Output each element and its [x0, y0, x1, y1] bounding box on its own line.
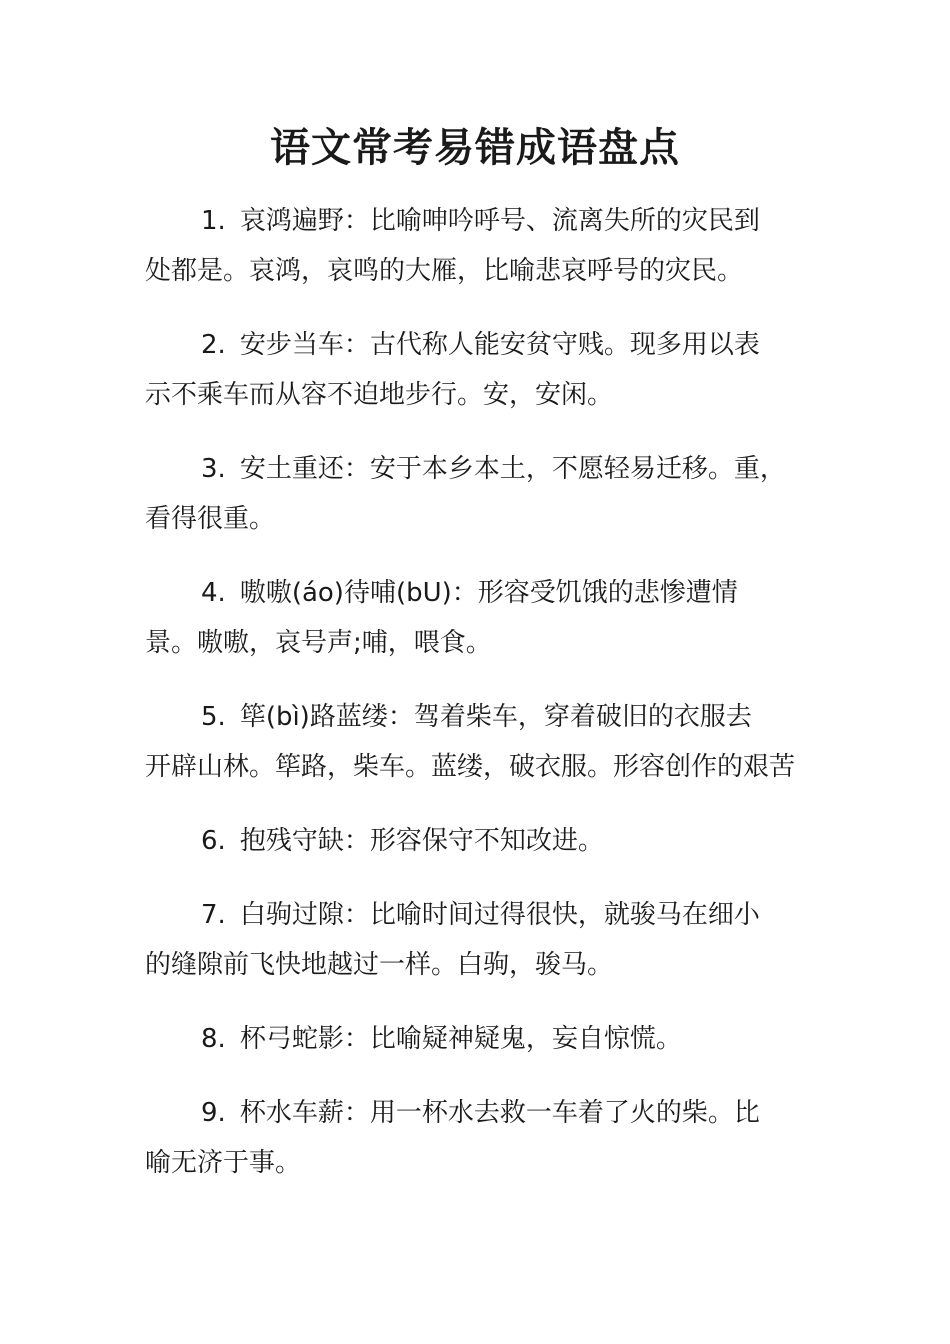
- idiom-entry-9: [145, 1088, 809, 1188]
- entry-line: [145, 890, 809, 940]
- entry-number: 2.: [201, 330, 226, 360]
- entry-number: 3.: [201, 454, 226, 484]
- entry-text: 安步当车：古代称人能安贫守贱。现多用以表: [239, 330, 760, 360]
- entry-line: 处都是。哀鸿，哀鸣的大雁，比喻悲哀呼号的灾民。: [145, 256, 744, 286]
- entry-number: 6.: [201, 826, 226, 856]
- idiom-entry-4: [145, 568, 809, 668]
- entry-text: 杯水车薪：用一杯水去救一车着了火的柴。比: [239, 1098, 760, 1128]
- entry-line: 开辟山林。筚路，柴车。蓝缕，破衣服。形容创作的艰苦: [145, 752, 796, 782]
- entry-number: 9.: [201, 1098, 226, 1128]
- entry-number: 4.: [201, 578, 226, 608]
- entry-text: 杯弓蛇影：比喻疑神疑鬼，妄自惊慌。: [239, 1024, 682, 1054]
- entry-text: 哀鸿遍野：比喻呻吟呼号、流离失所的灾民到: [239, 206, 760, 236]
- entry-line: 喻无济于事。: [145, 1148, 302, 1178]
- idiom-entry-2: [145, 320, 809, 420]
- entry-line: [145, 196, 809, 246]
- entry-text: 嗷嗷(áo)待哺(bU)：形容受饥饿的悲惨遭情: [239, 578, 738, 608]
- entry-text: 安土重还：安于本乡本土，不愿轻易迁移。重，: [239, 454, 786, 484]
- entry-number: 8.: [201, 1024, 226, 1054]
- entry-number: 1.: [201, 206, 226, 236]
- idiom-list: [145, 196, 809, 1212]
- entry-text: 白驹过隙：比喻时间过得很快，就骏马在细小: [239, 900, 760, 930]
- entry-number: 7.: [201, 900, 226, 930]
- entry-line: 看得很重。: [145, 504, 276, 534]
- entry-line: [145, 568, 809, 618]
- entry-line: 的缝隙前飞快地越过一样。白驹，骏马。: [145, 950, 614, 980]
- entry-text: 筚(bì)路蓝缕：驾着柴车，穿着破旧的衣服去: [239, 702, 752, 732]
- entry-line: 景。嗷嗷，哀号声;哺，喂食。: [145, 628, 492, 658]
- entry-line: [145, 320, 809, 370]
- idiom-entry-1: [145, 196, 809, 296]
- entry-line: [145, 444, 809, 494]
- idiom-entry-7: [145, 890, 809, 990]
- page-title: 语文常考易错成语盘点: [270, 124, 680, 171]
- entry-line: [145, 1088, 809, 1138]
- entry-line: [145, 692, 809, 742]
- entry-text: 抱残守缺：形容保守不知改进。: [239, 826, 604, 856]
- idiom-entry-3: [145, 444, 809, 544]
- entry-number: 5.: [201, 702, 226, 732]
- entry-line: [145, 1014, 809, 1064]
- idiom-entry-6: [145, 816, 809, 866]
- idiom-entry-5: [145, 692, 809, 792]
- entry-line: 示不乘车而从容不迫地步行。安，安闲。: [145, 380, 614, 410]
- idiom-entry-8: [145, 1014, 809, 1064]
- entry-line: [145, 816, 809, 866]
